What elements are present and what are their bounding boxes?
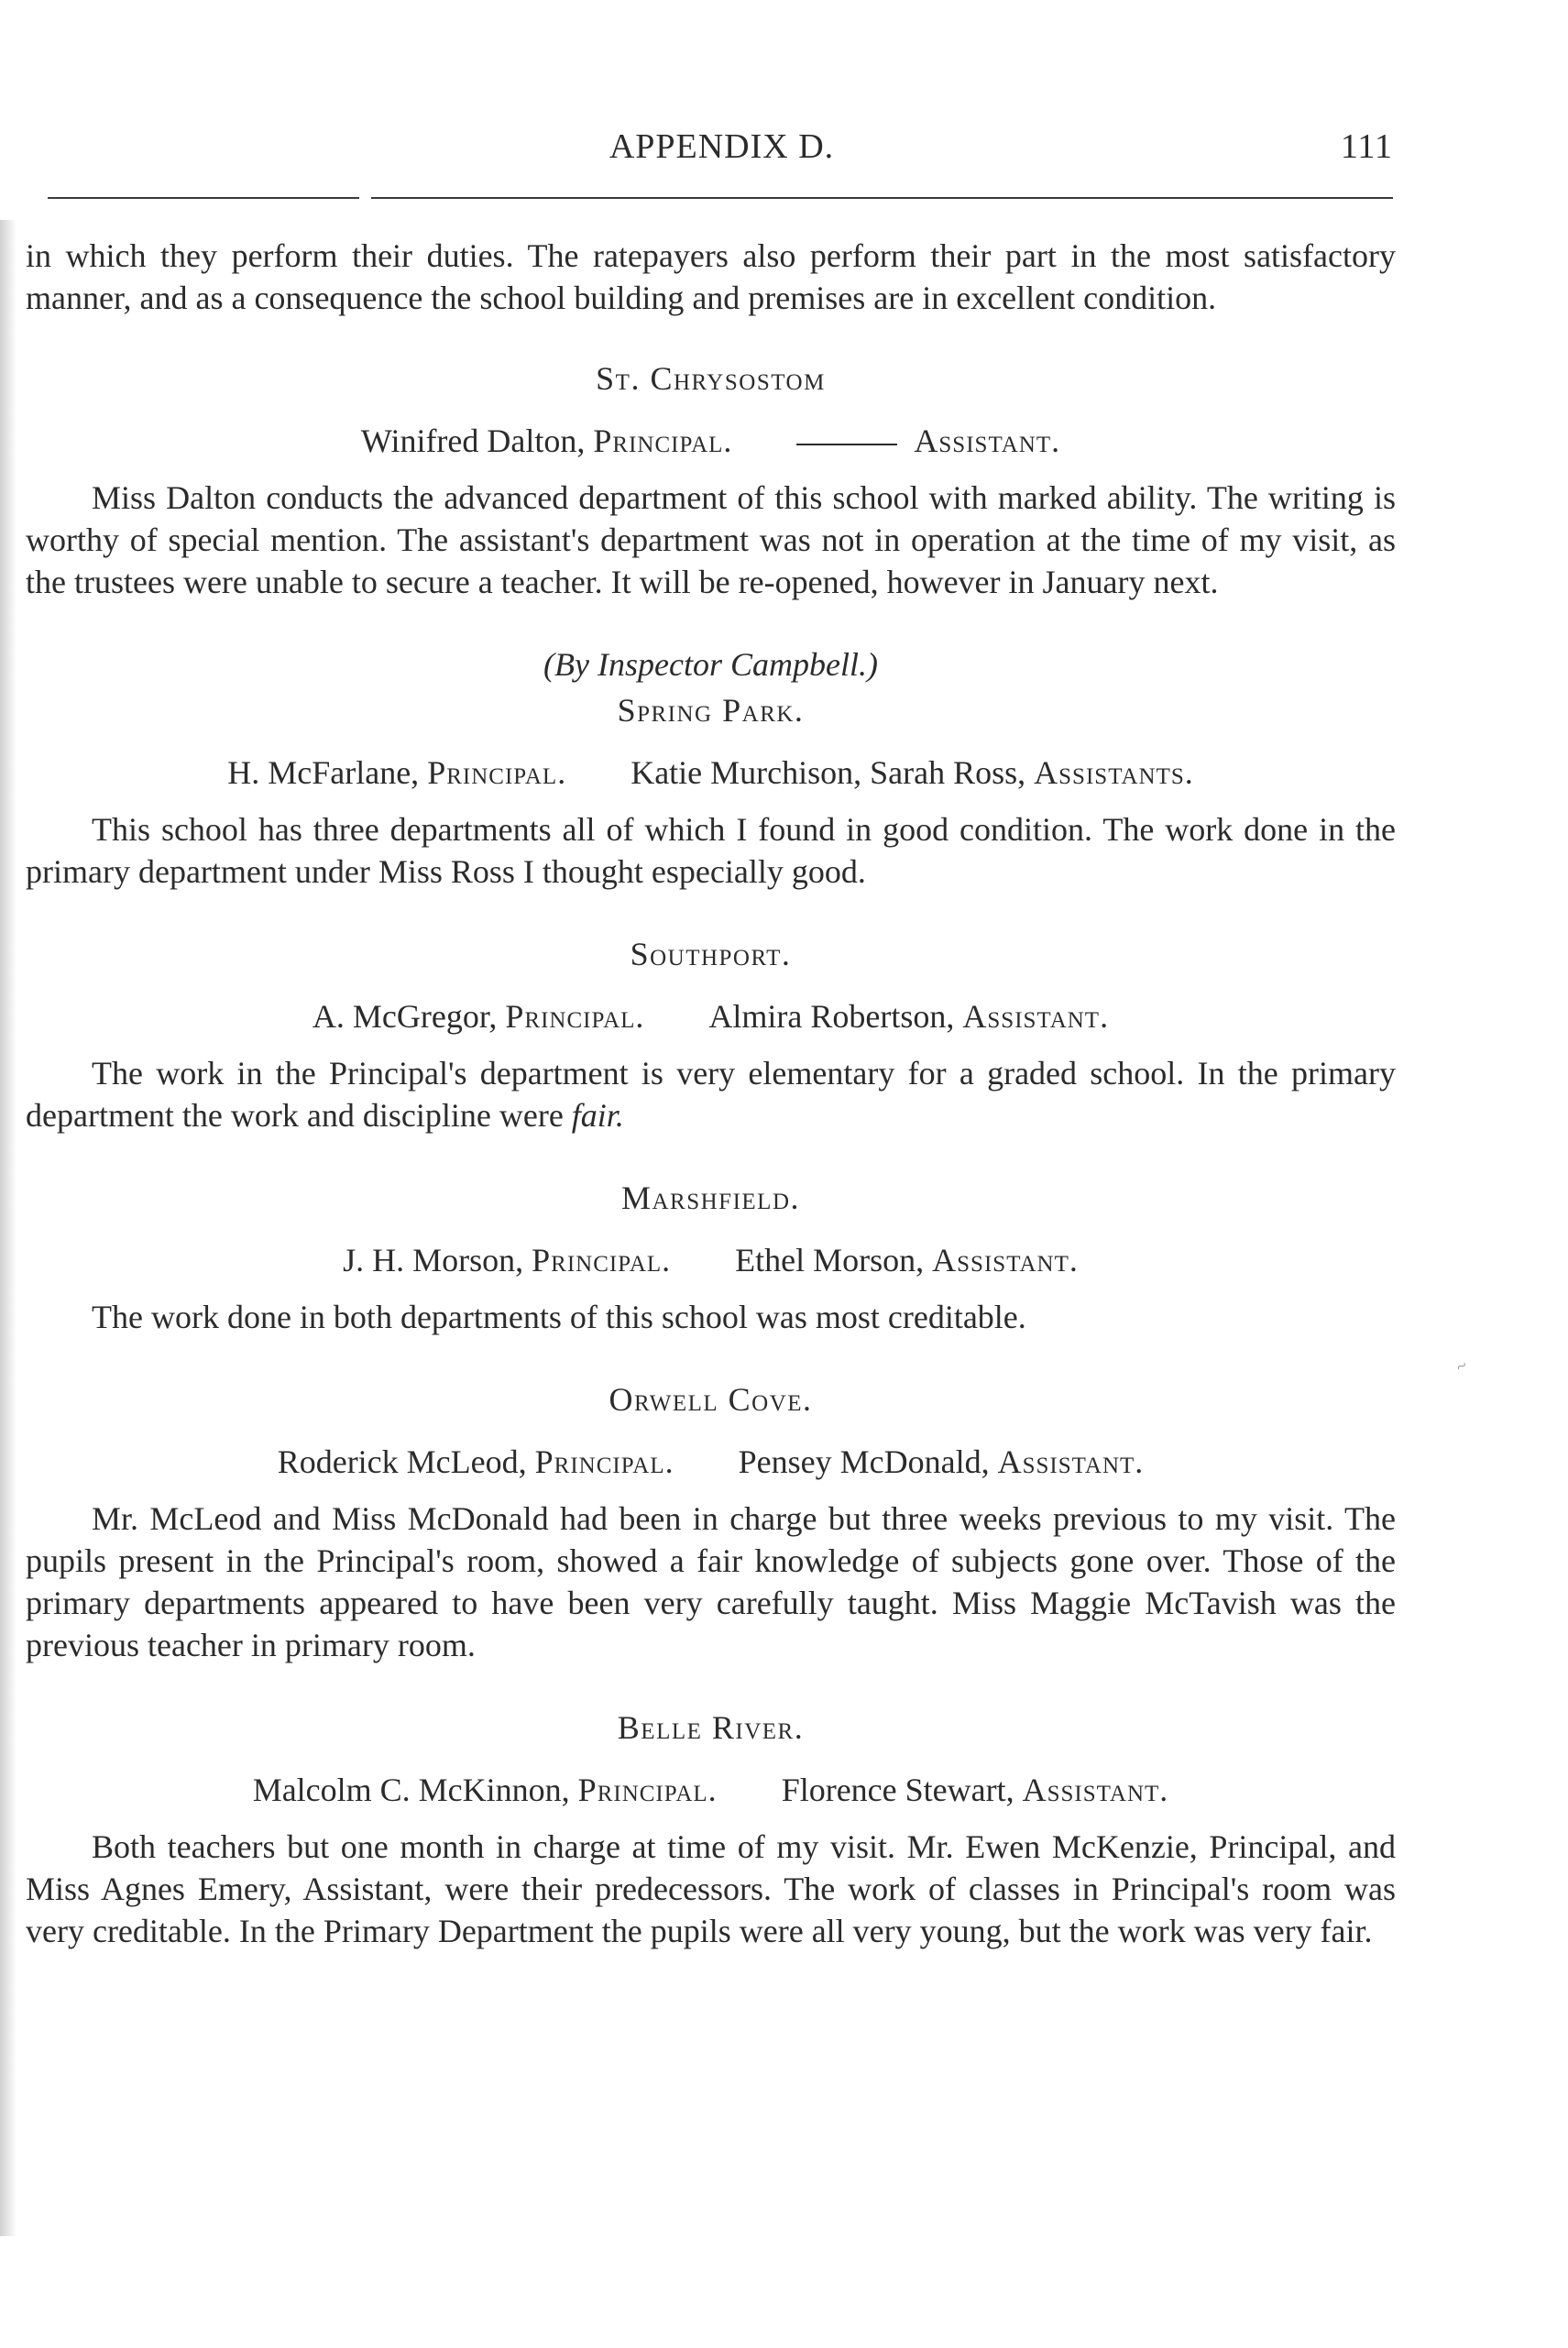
report-text: The work in the Principal's department is very elementary for a graded school. In the primary department the work and discipline were — [26, 1055, 1396, 1134]
assistant-entry — [739, 1441, 1145, 1483]
assistant-entry — [796, 420, 1060, 462]
continued-paragraph: in which they perform their duties. The ratepayers also perform their part in the most satisfactory manner, and as a consequence the school building and premises are in excellent condition. — [26, 237, 1396, 316]
page-number: 111 — [1340, 127, 1393, 166]
running-title: APPENDIX D. — [609, 127, 835, 166]
assistant-role: Assistant. — [914, 422, 1061, 459]
assistant-role: Assistant. — [932, 1242, 1079, 1278]
section-belle-river — [26, 1706, 1396, 1952]
page-body — [26, 235, 1396, 1992]
staff-line — [26, 752, 1396, 794]
principal-role: Principal. — [593, 422, 733, 459]
section-marshfield — [26, 1177, 1396, 1338]
assistant-name: Florence Stewart, — [781, 1772, 1014, 1808]
running-header — [50, 117, 1393, 172]
assistant-entry — [708, 995, 1109, 1037]
report-paragraph: Miss Dalton conducts the advanced department of this school with marked ability. The writing is worthy of special mention. The assistant's department was not in operation at the time of my visit, as the trustees were unable to secure a teacher. It will be re-opened, however in January next. — [26, 479, 1396, 600]
report-paragraph — [26, 1052, 1396, 1136]
assistant-entry — [630, 752, 1194, 794]
inspector-note: (By Inspector Campbell.) — [543, 646, 878, 683]
principal-name: A. McGregor, — [312, 998, 498, 1035]
section-southport — [26, 933, 1396, 1136]
principal-entry — [343, 1239, 671, 1281]
principal-entry — [253, 1769, 718, 1811]
vacant-dash — [796, 444, 897, 445]
principal-role: Principal. — [532, 1242, 672, 1278]
principal-name: Malcolm C. McKinnon, — [252, 1772, 570, 1808]
assistant-role: Assistant. — [962, 998, 1110, 1035]
principal-entry — [361, 420, 733, 462]
principal-name: J. H. Morson, — [343, 1242, 524, 1278]
section-st-chrysostom — [26, 357, 1396, 603]
principal-name: Winifred Dalton, — [360, 422, 586, 459]
staff-line — [26, 1441, 1396, 1483]
principal-name: Roderick McLeod, — [277, 1443, 527, 1480]
principal-role: Principal. — [577, 1772, 718, 1808]
section-title: Marshfield. — [620, 1179, 801, 1216]
staff-line — [26, 420, 1396, 462]
assistant-role: Assistant. — [997, 1443, 1145, 1480]
assistant-names: Katie Murchison, Sarah Ross, — [630, 754, 1026, 791]
staff-line — [26, 1239, 1396, 1281]
section-orwell-cove — [26, 1378, 1396, 1666]
section-title: Orwell Cove. — [609, 1381, 813, 1418]
section-title: Spring Park. — [617, 692, 805, 729]
report-paragraph: The work done in both departments of this school was most creditable. — [92, 1299, 1026, 1335]
principal-name: H. McFarlane, — [227, 754, 420, 791]
section-title: Belle River. — [617, 1709, 805, 1746]
report-paragraph: Mr. McLeod and Miss McDonald had been in charge but three weeks previous to my visit. The pupils present in the Principal's room, showed a fair knowledge of subjects gone over. Those of the primary departments appeared to have been very carefully taught. Miss Maggie McTavish was the previous teacher in primary room. — [26, 1500, 1396, 1663]
section-title: St. Chrysostom — [596, 360, 826, 397]
principal-entry — [313, 995, 645, 1037]
report-paragraph: This school has three departments all of which I found in good condition. The work done in the primary department under Miss Ross I thought especially good. — [26, 811, 1396, 890]
report-paragraph: Both teachers but one month in charge at time of my visit. Mr. Ewen McKenzie, Principal, and Miss Agnes Emery, Assistant, were their predecessors. The work of classes in Principal's room was very creditable. In the Primary Department the pupils were all very young, but the work was very fair. — [26, 1828, 1396, 1949]
principal-role: Principal. — [427, 754, 567, 791]
principal-entry — [278, 1441, 674, 1483]
header-rule-left — [48, 197, 359, 199]
scan-edge-shadow — [0, 220, 16, 2236]
section-spring-park — [26, 643, 1396, 893]
header-rule-right — [371, 197, 1393, 199]
principal-role: Principal. — [534, 1443, 674, 1480]
assistant-entry — [735, 1239, 1079, 1281]
assistant-name: Almira Robertson, — [708, 998, 955, 1035]
staff-line — [26, 995, 1396, 1037]
assistant-role: Assistant. — [1022, 1772, 1169, 1808]
section-title: Southport. — [630, 936, 792, 972]
staff-line — [26, 1769, 1396, 1811]
stray-mark: ~ — [1453, 1355, 1472, 1378]
emphasis-word: fair. — [571, 1097, 624, 1134]
assistant-name: Ethel Morson, — [735, 1242, 925, 1278]
assistant-role: Assistants. — [1034, 754, 1194, 791]
principal-role: Principal. — [505, 998, 645, 1035]
assistant-name: Pensey McDonald, — [738, 1443, 990, 1480]
principal-entry — [227, 752, 566, 794]
assistant-entry — [782, 1769, 1169, 1811]
